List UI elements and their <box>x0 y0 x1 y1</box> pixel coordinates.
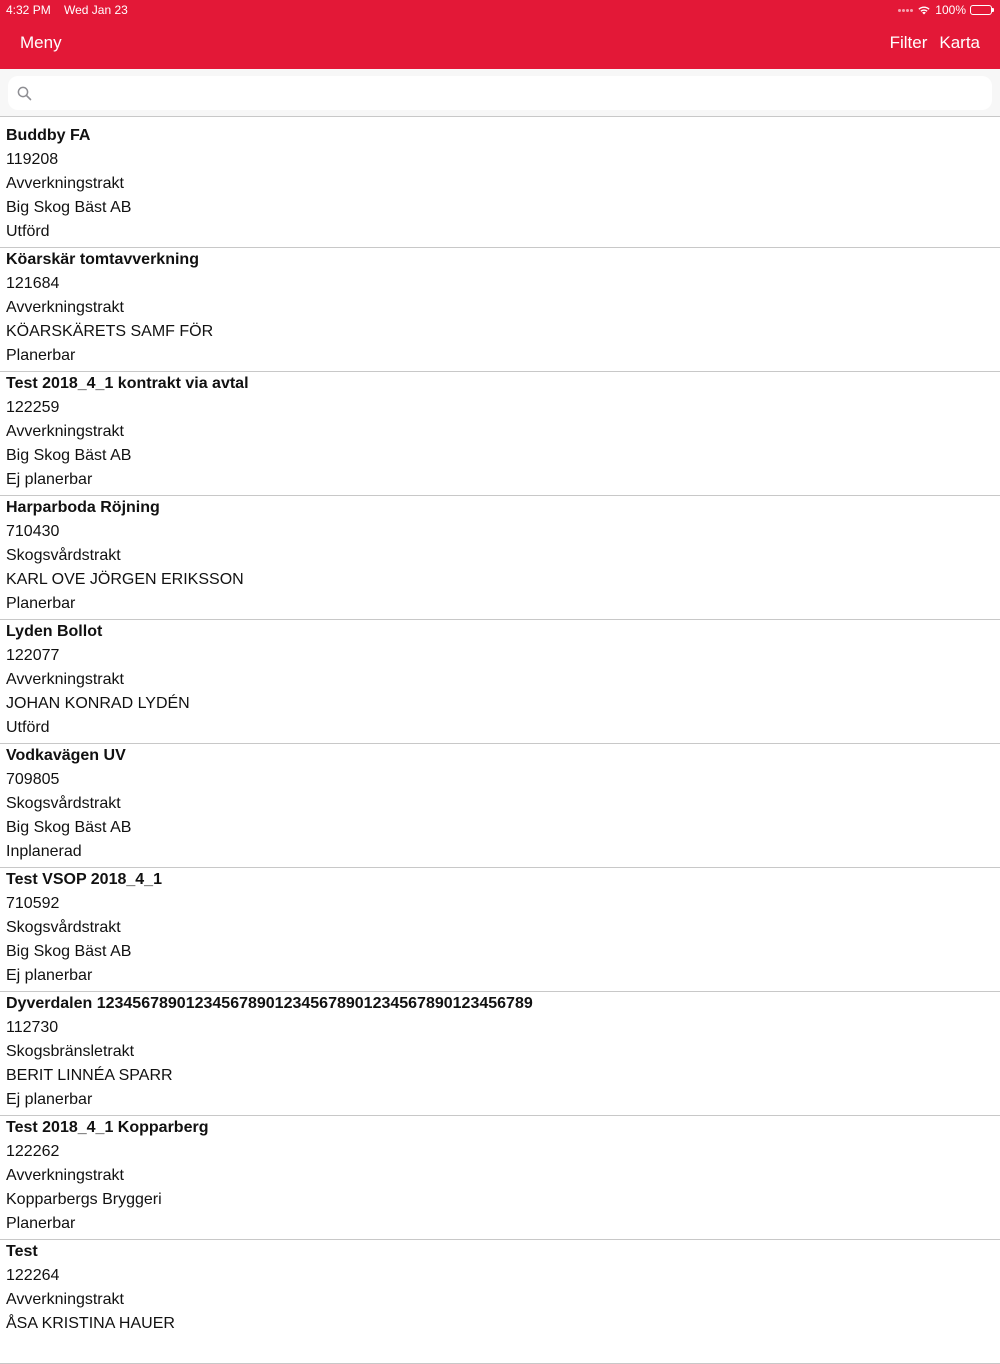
search-input[interactable] <box>40 82 984 106</box>
item-name: Test 2018_4_1 kontrakt via avtal <box>6 375 249 392</box>
item-type: Skogsvårdstrakt <box>6 919 121 936</box>
item-name: Buddby FA <box>6 127 91 144</box>
item-status: Ej planerbar <box>6 967 93 984</box>
item-type: Skogsvårdstrakt <box>6 547 121 564</box>
item-number: 122264 <box>6 1267 60 1284</box>
item-type: Avverkningstrakt <box>6 1167 124 1184</box>
item-number: 112730 <box>6 1019 59 1036</box>
item-number: 122262 <box>6 1143 60 1160</box>
item-type: Avverkningstrakt <box>6 175 124 192</box>
item-name: Köarskär tomtavverkning <box>6 251 199 268</box>
search-box[interactable] <box>8 76 992 110</box>
item-status <box>6 1336 1000 1360</box>
status-bar <box>0 0 1000 20</box>
status-date: Wed Jan 23 <box>64 3 128 17</box>
item-owner: KÖARSKÄRETS SAMF FÖR <box>6 323 214 340</box>
list-item[interactable] <box>0 496 1000 620</box>
item-number: 710592 <box>6 895 60 912</box>
list-item[interactable] <box>0 124 1000 248</box>
item-owner: Big Skog Bäst AB <box>6 819 132 836</box>
menu-button[interactable]: Meny <box>20 33 62 52</box>
item-number: 122077 <box>6 647 60 664</box>
list-item[interactable] <box>0 248 1000 372</box>
item-status: Planerbar <box>6 595 76 612</box>
item-owner: ÅSA KRISTINA HAUER <box>6 1315 175 1332</box>
item-status: Planerbar <box>6 1215 76 1232</box>
item-name: Test <box>6 1243 38 1260</box>
item-status: Utförd <box>6 223 50 240</box>
battery-icon <box>970 5 992 15</box>
item-owner: Big Skog Bäst AB <box>6 943 132 960</box>
list-item[interactable] <box>0 372 1000 496</box>
list-item[interactable] <box>0 992 1000 1116</box>
item-status: Utförd <box>6 719 50 736</box>
item-owner: BERIT LINNÉA SPARR <box>6 1067 173 1084</box>
item-type: Skogsbränsletrakt <box>6 1043 135 1060</box>
list-item[interactable] <box>0 620 1000 744</box>
item-number: 119208 <box>6 151 59 168</box>
status-indicators <box>898 0 992 20</box>
item-name: Vodkavägen UV <box>6 747 126 764</box>
item-name: Test 2018_4_1 Kopparberg <box>6 1119 209 1136</box>
search-bar <box>0 69 1000 117</box>
item-type: Avverkningstrakt <box>6 423 124 440</box>
list-item[interactable] <box>0 1116 1000 1240</box>
wifi-icon <box>917 5 931 15</box>
search-icon <box>17 86 32 101</box>
item-type: Avverkningstrakt <box>6 671 124 688</box>
item-name: Harparboda Röjning <box>6 499 160 516</box>
item-number: 710430 <box>6 523 60 540</box>
list-item[interactable] <box>0 744 1000 868</box>
item-status: Ej planerbar <box>6 1091 93 1108</box>
trakt-list <box>0 124 1000 1364</box>
item-owner: JOHAN KONRAD LYDÉN <box>6 695 190 712</box>
item-type: Skogsvårdstrakt <box>6 795 121 812</box>
item-owner: Big Skog Bäst AB <box>6 199 132 216</box>
item-type: Avverkningstrakt <box>6 299 124 316</box>
item-number: 709805 <box>6 771 60 788</box>
item-number: 122259 <box>6 399 60 416</box>
item-name: Lyden Bollot <box>6 623 103 640</box>
nav-actions <box>890 33 980 53</box>
item-name: Dyverdalen 1234567890123456789012345678901234567890123456789 <box>6 995 533 1012</box>
item-status: Ej planerbar <box>6 471 93 488</box>
item-owner: KARL OVE JÖRGEN ERIKSSON <box>6 571 244 588</box>
item-name: Test VSOP 2018_4_1 <box>6 871 162 888</box>
status-time: 4:32 PM <box>6 3 51 17</box>
map-button[interactable]: Karta <box>939 33 980 52</box>
filter-button[interactable]: Filter <box>889 33 928 52</box>
item-number: 121684 <box>6 275 60 292</box>
item-status: Inplanerad <box>6 843 82 860</box>
item-type: Avverkningstrakt <box>6 1291 124 1308</box>
list-item[interactable] <box>0 868 1000 992</box>
item-status: Planerbar <box>6 347 76 364</box>
item-owner: Kopparbergs Bryggeri <box>6 1191 162 1208</box>
battery-percent: 100% <box>935 3 966 17</box>
signal-icon <box>898 9 913 12</box>
list-item[interactable] <box>0 1240 1000 1364</box>
app-header <box>0 0 1000 69</box>
item-owner: Big Skog Bäst AB <box>6 447 132 464</box>
